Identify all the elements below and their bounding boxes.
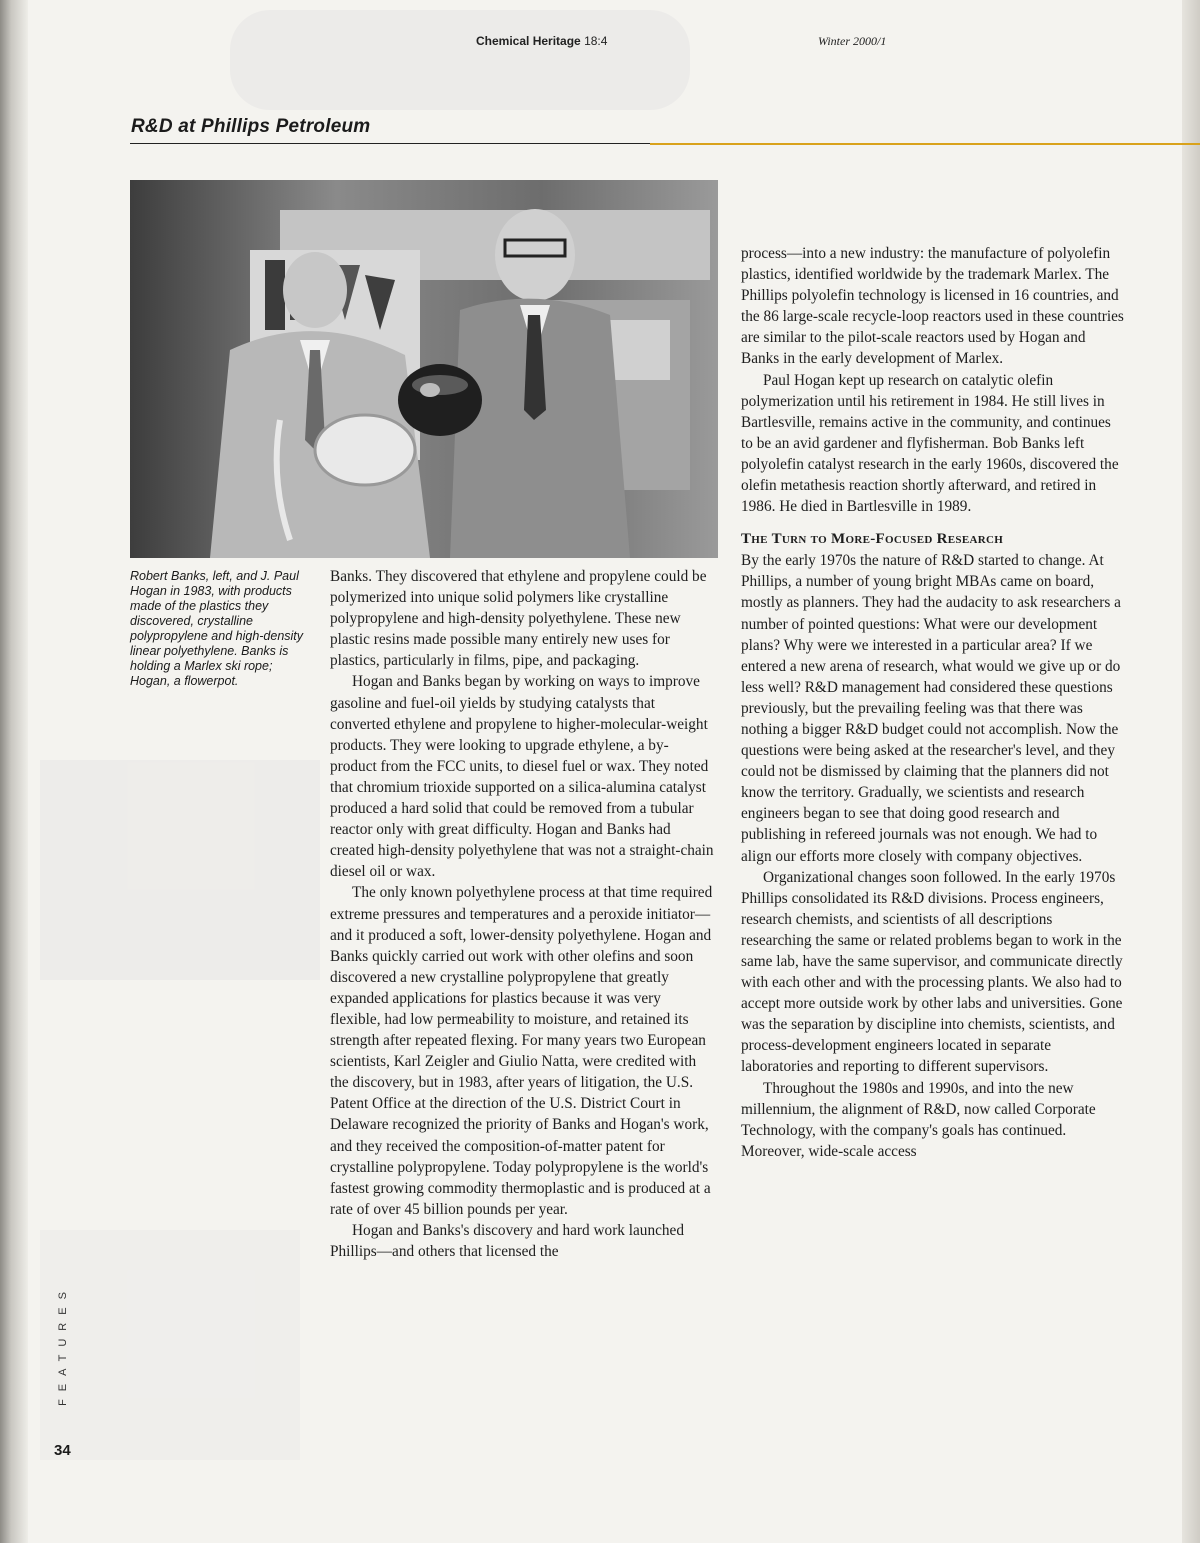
photo-banks-hogan [130,180,718,558]
magazine-name: Chemical Heritage [476,34,581,48]
article-paragraph: Hogan and Banks began by working on ways to improve gasoline and fuel-oil yields by studying catalysts that converted ethylene and propylene to higher-molecular-weight products. They were looking to upgrade ethylene, a by-product from the FCC units, to diesel fuel or wax. They noted that chromium trioxide supported on a silica-alumina catalyst produced a hard solid that could be removed from a tubular reactor only with great difficulty. Hogan and Banks had created high-density polyethylene that was not a straight-chain diesel oil or wax. [330,673,714,881]
show-through-ghost [230,10,690,110]
page-number: 34 [54,1442,71,1459]
subsection-heading: The Turn to More-Focused Research [741,531,1004,548]
page-edge [1182,0,1200,1543]
article-column-middle [330,566,714,1262]
running-header-magazine [476,34,607,48]
photo-caption: Robert Banks, left, and J. Paul Hogan in 1983, with products made of the plastics they discovered, crystalline polypropylene and high-density linear polyethylene. Banks is holding a Marlex ski rope; Hogan, a flowerpot. [130,569,304,688]
article-paragraph: Throughout the 1980s and 1990s, and into the new millennium, the alignment of R&D, now called Corporate Technology, with the company's goals has continued. Moreover, wide-scale access [741,1079,1096,1160]
side-label-text: FEATURES [57,1284,69,1406]
running-header-date: Winter 2000/1 [818,34,887,48]
article-paragraph: The only known polyethylene process at that time required extreme pressures and temperatures and a peroxide initiator—and it produced a soft, lower-density polyethylene. Hogan and Banks quickly carried out work with other olefins and soon discovered a new crystalline polypropylene that greatly expanded applications for plastics because it was very flexible, had low permeability to moisture, and retained its strength after repeated flexing. For many years two European scientists, Karl Zeigler and Giulio Natta, were credited with the discovery, but in 1983, after years of litigation, the U.S. Patent Office at the direction of the U.S. District Court in Delaware recognized the priority of Banks and Hogan's work, and they received the composition-of-matter patent for crystalline polypropylene. Today polypropylene is the world's fastest growing commodity thermoplastic and is produced at a rate of over 45 billion pounds per year. [330,884,713,1218]
show-through-ghost [40,1230,300,1460]
binding-shadow [0,0,28,1543]
section-side-label [48,1280,78,1410]
title-rule [130,143,650,144]
article-paragraph: Paul Hogan kept up research on catalytic olefin polymerization until his retirement in 1984. He still lives in Bartlesville, remains active in the community, and continues to be an avid gardener and flyfisherman. Bob Banks left polyolefin catalyst research in the early 1960s, discovered the olefin metathesis reaction shortly afterward, and retired in 1986. He died in Bartlesville in 1989. [741,371,1119,516]
magazine-issue: 18:4 [584,34,608,48]
article-paragraph: Organizational changes soon followed. In the early 1970s Phillips consolidated its R&D divisions. Process engineers, research chemists, and scientists of all descriptions researching the same or related problems began to work in the same lab, have the same supervisor, and communicate directly with each other and with the processing plants. We also had to accept more outside work by other labs and universities. Gone was the separation by discipline into chemists, scientists, and process-development engineers located in separate laboratories and reporting to different supervisors. [741,868,1123,1076]
article-paragraph: process—into a new industry: the manufacture of polyolefin plastics, identified worldwide by the trademark Marlex. The Phillips polyolefin technology is licensed in 16 countries, and the 86 large-scale recycle-loop reactors used in these countries are similar to the pilot-scale reactors used by Hogan and Banks in the early development of Marlex. [741,245,1124,368]
show-through-ghost [40,760,320,980]
article-paragraph: By the early 1970s the nature of R&D started to change. At Phillips, a number of young bright MBAs came on board, mostly as planners. They had the audacity to ask researchers a number of pointed questions: What were our development plans? Why were we interested in a particular area? If we entered a new arena of research, what would we give up or do less well? R&D management had considered these questions previously, but the prevailing feeling was that there was nothing a bigger R&D budget could not accomplish. Now the questions were being asked at the researcher's level, and they could not be dismissed by claiming that the planners did not know the territory. Gradually, we scientists and research engineers began to see that doing good research and publishing in refereed journals was not enough. We had to align our efforts more closely with company objectives. [741,552,1121,865]
accent-rule [650,143,1200,145]
article-paragraph: Hogan and Banks's discovery and hard work launched Phillips—and others that licensed the [330,1221,684,1260]
section-title: R&D at Phillips Petroleum [131,116,371,137]
article-paragraph: Banks. They discovered that ethylene and propylene could be polymerized into unique solid polymers like crystalline polypropylene and high-density polyethylene. These new plastic resins made possible many entirely new uses for plastics, particularly in films, pipe, and packaging. [330,568,707,670]
article-column-right [741,243,1125,1162]
